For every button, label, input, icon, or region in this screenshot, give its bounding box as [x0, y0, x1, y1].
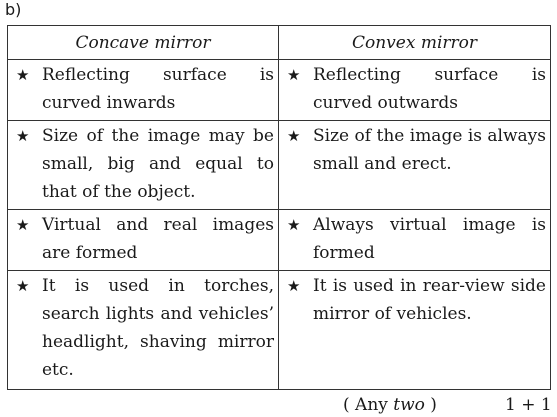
- note-close: ): [424, 395, 437, 415]
- cell-text: Reflecting surface is curved inwards: [42, 65, 274, 113]
- table-row: [8, 210, 551, 271]
- table-cell: [8, 60, 279, 121]
- header-concave-mirror: Concave mirror: [8, 26, 279, 60]
- table-cell: [8, 271, 279, 390]
- star-bullet-icon: ★: [16, 66, 30, 84]
- note-open: ( Any: [343, 395, 394, 415]
- cell-text: It is used in torches, search lights and vehicles’ headlight, shaving mirror etc.: [42, 276, 274, 380]
- star-bullet-icon: ★: [16, 216, 30, 234]
- cell-text: It is used in rear-view side mirror of vehicles.: [313, 276, 546, 324]
- table-header-row: [8, 26, 551, 60]
- table-row: [8, 271, 551, 390]
- table-cell: [279, 60, 551, 121]
- table-row: [8, 121, 551, 210]
- table-cell: [279, 210, 551, 271]
- cell-text: Reflecting surface is curved outwards: [313, 65, 546, 113]
- table-cell: [279, 271, 551, 390]
- star-bullet-icon: ★: [287, 66, 301, 84]
- star-bullet-icon: ★: [287, 216, 301, 234]
- cell-text: Virtual and real images are formed: [42, 215, 274, 263]
- section-label: b): [5, 0, 22, 19]
- cell-text: Always virtual image is formed: [313, 215, 546, 263]
- note-emphasis: two: [393, 395, 425, 415]
- header-convex-mirror: Convex mirror: [279, 26, 551, 60]
- comparison-table: [7, 25, 551, 390]
- footer: [0, 393, 557, 417]
- table-cell: [279, 121, 551, 210]
- star-bullet-icon: ★: [16, 127, 30, 145]
- table-row: [8, 60, 551, 121]
- cell-text: Size of the image may be small, big and equal to that of the object.: [42, 126, 274, 202]
- star-bullet-icon: ★: [287, 277, 301, 295]
- star-bullet-icon: ★: [16, 277, 30, 295]
- marks-allocation: 1 + 1: [505, 395, 552, 415]
- cell-text: Size of the image is always small and erect.: [313, 126, 546, 174]
- star-bullet-icon: ★: [287, 127, 301, 145]
- table-cell: [8, 121, 279, 210]
- table-cell: [8, 210, 279, 271]
- any-two-note: [343, 393, 437, 417]
